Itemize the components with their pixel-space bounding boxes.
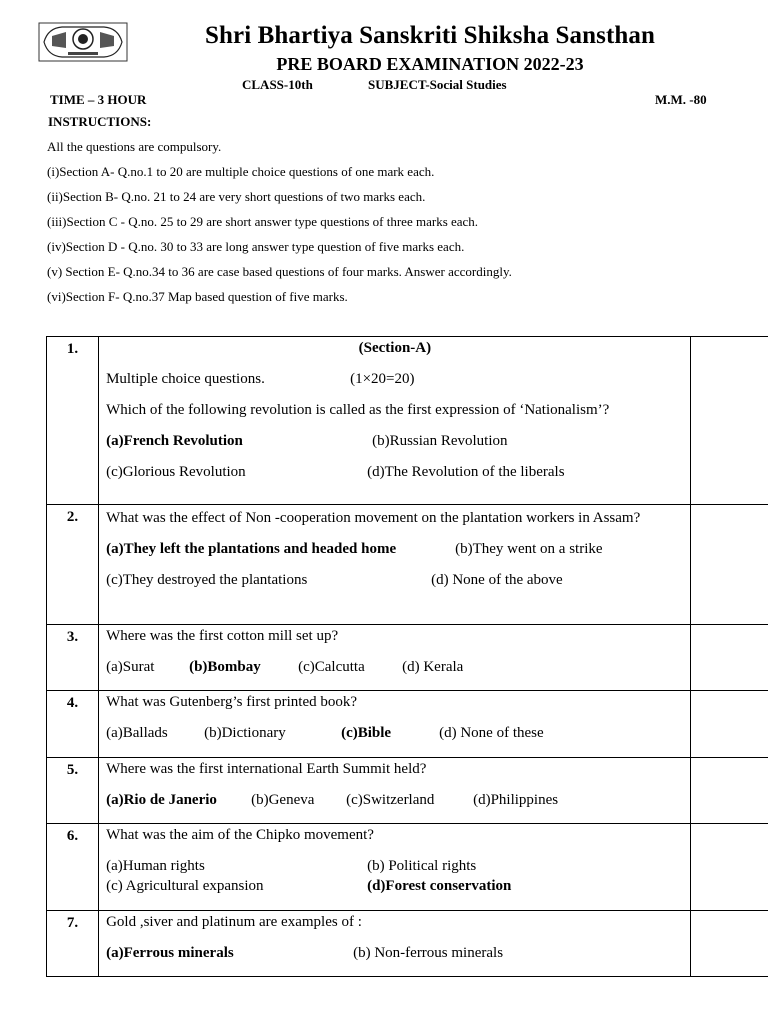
question-text: What was Gutenberg’s first printed book? [106,694,358,710]
option: (c)Glorious Revolution [106,464,246,480]
option: (d)The Revolution of the liberals [367,464,565,480]
question-row [47,758,768,824]
time-label: TIME – 3 HOUR [50,92,147,107]
question-text: Where was the first international Earth Summit held? [106,761,427,777]
marks-cell [690,625,768,691]
question-number: 6. [47,824,99,911]
section-subtitle: Multiple choice questions. [106,371,265,387]
question-body [99,625,691,691]
options-line [106,878,684,895]
max-marks-label: M.M. -80 [655,92,707,107]
question-body [99,824,691,911]
question-number: 5. [47,758,99,824]
section-subtitle-line [106,371,684,388]
question-number: 7. [47,911,99,977]
option-correct: (b)Bombay [189,659,261,675]
question-row [47,824,768,911]
instruction-item: (i)Section A- Q.no.1 to 20 are multiple choice questions of one mark each. [47,164,435,179]
marks-cell [690,505,768,625]
question-body [99,691,691,758]
section-title: (Section-A) [358,340,432,356]
options-line [106,659,684,676]
option: (b)They went on a strike [455,541,603,557]
option: (d)Philippines [473,792,559,808]
question-row [47,625,768,691]
option: (c)Switzerland [346,792,435,808]
marks-cell [690,758,768,824]
instruction-item: (vi)Section F- Q.no.37 Map based question of five marks. [47,289,348,304]
marks-cell [690,691,768,758]
question-text: What was the aim of the Chipko movement? [106,827,374,843]
question-table [46,336,768,977]
marks-cell [690,911,768,977]
question-text: What was the effect of Non -cooperation movement on the plantation workers in Assam? [106,510,641,526]
question-body [99,911,691,977]
instruction-item: (v) Section E- Q.no.34 to 36 are case based questions of four marks. Answer accordingly. [47,264,512,279]
question-text: Which of the following revolution is called as the first expression of ‘Nationalism’? [106,402,610,418]
option-correct: (a)They left the plantations and headed home [106,541,397,557]
instruction-item: All the questions are compulsory. [47,139,222,154]
option: (c) Agricultural expansion [106,878,264,894]
question-number: 2. [47,505,99,625]
option: (b) Political rights [367,858,477,874]
section-marks: (1×20=20) [350,371,415,387]
question-row [47,691,768,758]
question-body [99,337,691,505]
question-body [99,505,691,625]
option: (c)They destroyed the plantations [106,572,308,588]
options-line [106,433,684,450]
options-line [106,572,684,589]
option-correct: (d)Forest conservation [367,878,512,894]
option: (d) None of the above [431,572,563,588]
option-correct: (a)French Revolution [106,433,243,449]
option-correct: (c)Bible [341,725,392,741]
option: (b) Non-ferrous minerals [353,945,504,961]
option: (b)Russian Revolution [372,433,508,449]
option: (a)Ballads [106,725,168,741]
option: (a)Surat [106,659,155,675]
options-line [106,792,684,809]
instruction-item: (iii)Section C - Q.no. 25 to 29 are short answer type questions of three marks each. [47,214,479,229]
question-number: 1. [47,337,99,505]
options-line [106,464,684,481]
question-row [47,337,768,505]
option: (a)Human rights [106,858,205,874]
marks-cell [690,824,768,911]
options-line [106,541,684,558]
marks-cell [690,337,768,505]
instruction-item: (iv)Section D - Q.no. 30 to 33 are long answer type question of five marks each. [47,239,465,254]
options-line [106,725,684,742]
class-label: CLASS-10th [242,77,313,92]
subject-label: SUBJECT-Social Studies [368,77,507,92]
instructions-heading: INSTRUCTIONS: [48,114,152,129]
options-line [106,945,684,962]
question-text: Gold ,siver and platinum are examples of : [106,914,362,930]
school-name: Shri Bhartiya Sanskriti Shiksha Sansthan [204,22,655,49]
question-text: Where was the first cotton mill set up? [106,628,339,644]
option-correct: (a)Rio de Janerio [106,792,217,808]
exam-title: PRE BOARD EXAMINATION 2022-23 [276,54,584,74]
question-body [99,758,691,824]
option: (d) None of these [439,725,544,741]
option-correct: (a)Ferrous minerals [106,945,234,961]
question-row [47,911,768,977]
instruction-item: (ii)Section B- Q.no. 21 to 24 are very short questions of two marks each. [47,189,426,204]
options-line [106,858,684,875]
question-number: 4. [47,691,99,758]
question-row [47,505,768,625]
option: (d) Kerala [402,659,464,675]
question-number: 3. [47,625,99,691]
option: (b)Geneva [251,792,315,808]
option: (b)Dictionary [204,725,286,741]
option: (c)Calcutta [298,659,365,675]
